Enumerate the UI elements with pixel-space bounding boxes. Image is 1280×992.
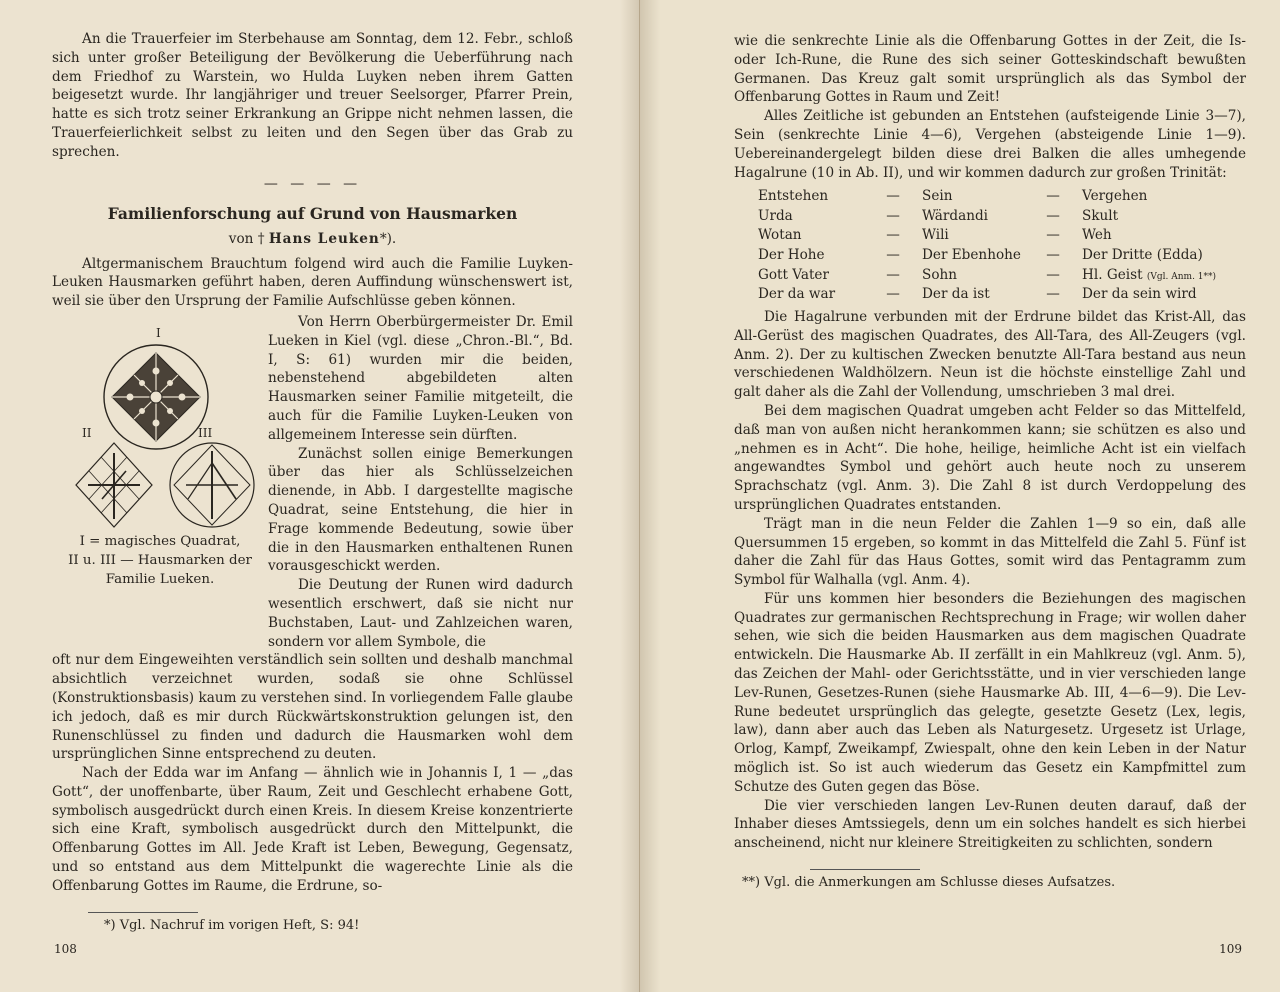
trinity-dash <box>864 186 922 206</box>
trinity-cell-entstehen-text: Entstehen <box>758 188 829 205</box>
section-separator: — — — — <box>263 175 362 192</box>
right-paragraph-1: wie die senkrechte Linie als die Offenbarung Gottes in der Zeit, die Is- oder Ich-Rune, die Rune des sich seiner Gotteskindschaft bewußten Germanen. Das Kreuz galt somit ursprünglich als das Symbol der Offenbarung Gottes in Raum und Zeit! <box>734 33 1246 106</box>
trinity-dash-text: — <box>886 207 900 224</box>
trinity-dash <box>1024 206 1082 226</box>
trinity-table <box>758 186 1242 304</box>
trinity-row <box>758 186 1242 206</box>
trinity-cell-vergehen <box>1082 186 1242 206</box>
trinity-cell-sein <box>922 206 1024 226</box>
right-page <box>640 0 1280 992</box>
trinity-cell-sein <box>922 245 1024 265</box>
trinity-dash-text: — <box>886 188 900 205</box>
trinity-row <box>758 206 1242 226</box>
trinity-cell-entstehen <box>758 206 864 226</box>
trinity-cell-vergehen-text: Weh <box>1082 227 1112 244</box>
figure-side-text <box>268 313 573 651</box>
trinity-cell-entstehen-text: Wotan <box>758 227 802 244</box>
trinity-cell-vergehen <box>1082 226 1242 246</box>
left-paragraph-1: An die Trauerfeier im Sterbehause am Sonntag, dem 12. Febr., schloß sich unter großer Beteiligung der Bevölkerung die Ueberführung nach dem Friedhof zu Warstein, wo Hulda Luyken neben ihrem Gatten beigesetzt wurde. Ihr langjähriger und treuer Seelsorger, Pfarrer Prein, hatte es sich trotz seiner Erkrankung an Grippe nicht nehmen lassen, die Trauerfeierlichkeit selbst zu leiten und den Segen über das Grab zu sprechen. <box>52 31 573 160</box>
left-paragraph-3a: Von Herrn Oberbürgermeister Dr. Emil Lueken in Kiel (vgl. diese „Chron.-Bl.“, Bd. I, S: 61) wurden mir die beiden, nebenstehend abgebildeten alten Hausmarken seiner Familie mitgeteilt, die auch für die Familie Luyken-Leuken von allgemeinem Interesse sein dürften. <box>268 313 573 443</box>
page-number-left: 108 <box>54 942 77 956</box>
caption-line-3: Familie Lueken. <box>105 571 215 587</box>
trinity-cell-entstehen-text: Gott Vater <box>758 266 829 283</box>
figure-3-label: III <box>198 425 213 440</box>
trinity-cell-sein-text: Der Ebenhohe <box>922 246 1021 263</box>
trinity-cell-sein-text: Wärdandi <box>922 207 989 224</box>
trinity-dash-text: — <box>1046 286 1060 303</box>
figure-block <box>52 313 573 651</box>
trinity-cell-entstehen-text: Der da war <box>758 286 836 303</box>
trinity-row <box>758 226 1242 246</box>
trinity-note: (Vgl. Anm. 1**) <box>1146 271 1217 282</box>
trinity-dash-text: — <box>1046 188 1060 205</box>
trinity-cell-vergehen <box>1082 206 1242 226</box>
trinity-row <box>758 284 1242 304</box>
trinity-dash <box>864 245 922 265</box>
byline-suffix: *). <box>379 230 397 247</box>
trinity-cell-entstehen <box>758 265 864 285</box>
trinity-dash-text: — <box>1046 246 1060 263</box>
trinity-dash <box>864 284 922 304</box>
right-paragraph-3: Die Hagalrune verbunden mit der Erdrune bildet das Krist-All, das All-Gerüst des magischen Quadrates, des All-Tara, des All-Zeugers (vgl. Anm. 2). Der zu kultischen Zwecken benutzte All-Tara bestand aus neun verschiedenen Waldhölzern. Neun ist die höchste einstellige Zahl und galt daher als die Zahl der Vollendung, umschrieben 3 mal drei. <box>734 308 1246 401</box>
right-footnote: **) Vgl. die Anmerkungen am Schlusse dieses Aufsatzes. <box>742 875 1116 891</box>
trinity-dash <box>1024 265 1082 285</box>
page-number-right: 109 <box>1219 942 1242 956</box>
trinity-cell-vergehen-text: Der Dritte (Edda) <box>1082 246 1203 263</box>
figure-2-label: II <box>82 425 92 440</box>
trinity-dash <box>1024 284 1082 304</box>
trinity-cell-entstehen <box>758 284 864 304</box>
trinity-row <box>758 265 1242 285</box>
footnote-rule-right <box>810 869 920 870</box>
trinity-cell-vergehen <box>1082 265 1242 285</box>
right-paragraph-2: Alles Zeitliche ist gebunden an Entstehen (aufsteigende Linie 3—7), Sein (senkrechte Linie 4—6), Vergehen (absteigende Linie 1—9). Uebereinandergelegt bilden diese drei Balken die alles umhegende Hagalrune (10 in Ab. II), und wir kommen dadurch zur großen Trinität: <box>734 108 1246 181</box>
byline-prefix: von † <box>228 230 265 247</box>
right-paragraph-5: Trägt man in die neun Felder die Zahlen 1—9 so ein, daß alle Quersummen 15 ergeben, so kommt in das Mittelfeld die Zahl 5. Fünf ist daher die Zahl für das Haus Gottes, somit wird das Pentagramm zum Symbol für Walhalla (vgl. Anm. 4). <box>734 515 1246 589</box>
trinity-cell-sein-text: Wili <box>922 227 949 244</box>
trinity-cell-sein-text: Sohn <box>922 266 958 283</box>
trinity-cell-entstehen <box>758 226 864 246</box>
figure-caption <box>52 533 268 589</box>
trinity-cell-sein <box>922 226 1024 246</box>
left-paragraph-3b: Zunächst sollen einige Bemerkungen über das hier als Schlüsselzeichen dienende, in Abb. I dargestellte magische Quadrat, seine Entstehung, die hier in Frage kommende Bedeutung, sowie über die in den Hausmarken enthaltenen Runen vorausgeschickt werden. <box>268 445 573 575</box>
trinity-row <box>758 245 1242 265</box>
trinity-dash <box>1024 245 1082 265</box>
trinity-dash-text: — <box>886 286 900 303</box>
trinity-dash-text: — <box>1046 227 1060 244</box>
right-paragraph-4: Bei dem magischen Quadrat umgeben acht Felder so das Mittelfeld, daß man von außen nicht herankommen kann; sie schützen es also und „nehmen es in Acht“. Die hohe, heilige, heimliche Acht ist ein vielfach angewandtes Symbol und gehört auch heute noch zu unserem Sprachschatz (vgl. Anm. 3). Die Zahl 8 ist durch Verdoppelung des ursprünglichen Quadrates entstanden. <box>734 402 1246 513</box>
left-paragraph-5: Nach der Edda war im Anfang — ähnlich wie in Johannis I, 1 — „das Gott“, der unoffenbarte, über Raum, Zeit und Geschlecht erhabene Gott, symbolisch ausgedrückt durch einen Kreis. In diesem Kreise konzentrierte sich eine Kraft, symbolisch ausgedrückt durch den Mittelpunkt, die Offenbarung Gottes im All. Jede Kraft ist Leben, Bewegung, Gegensatz, und so entstand aus dem Mittelpunkt die wagerechte Linie als die Offenbarung Gottes im Raume, die Erdrune, so- <box>52 765 573 894</box>
trinity-cell-vergehen <box>1082 284 1242 304</box>
trinity-dash <box>864 265 922 285</box>
figure-1-label: I <box>156 325 161 340</box>
trinity-cell-entstehen <box>758 186 864 206</box>
left-footnote: *) Vgl. Nachruf im vorigen Heft, S: 94! <box>104 917 360 933</box>
trinity-cell-sein-text: Der da ist <box>922 286 990 303</box>
trinity-cell-vergehen-text: Vergehen <box>1082 188 1148 205</box>
footnote-rule-left <box>88 912 198 913</box>
trinity-cell-sein <box>922 186 1024 206</box>
byline-author: Hans Leuken <box>268 230 380 247</box>
hausmarken-figure <box>52 313 268 651</box>
trinity-cell-vergehen <box>1082 245 1242 265</box>
article-title: Familienforschung auf Grund von Hausmarken <box>107 203 518 223</box>
trinity-cell-sein <box>922 284 1024 304</box>
trinity-dash <box>864 206 922 226</box>
trinity-cell-entstehen-text: Urda <box>758 207 793 224</box>
right-paragraph-6: Für uns kommen hier besonders die Beziehungen des magischen Quadrates zur germanischen Rechtsprechung in Frage; wir wollen daher sehen, wie sich die beiden Hausmarken aus dem magischen Quadrate entwickeln. Die Hausmarke Ab. II zerfällt in ein Mahlkreuz (vgl. Anm. 5), das Zeichen der Mahl- oder Gerichtsstätte, und in vier verschieden lange Lev-Runen, Gesetzes-Runen (siehe Hausmarke Ab. III, 4—6—9). Die Lev-Rune bedeutet ursprünglich das gelegte, gesetzte Gesetz (Lex, legis, law), dann aber auch das Leben als Naturgesetz. Urgesetz ist Urlage, Orlog, Kampf, Zweikampf, Zwiespalt, ohne den kein Leben in der Natur möglich ist. So ist auch wiederum das Gesetz ein Kampfmittel zum Schutze des Guten gegen das Böse. <box>734 590 1246 795</box>
left-paragraph-3c: Die Deutung der Runen wird dadurch wesentlich erschwert, daß sie nicht nur Buchstaben, Laut- und Zahlzeichen waren, sondern vor allem Symbole, die <box>268 577 573 650</box>
trinity-dash-text: — <box>886 227 900 244</box>
trinity-cell-vergehen-text: Der da sein wird <box>1082 286 1197 303</box>
trinity-cell-sein <box>922 265 1024 285</box>
left-paragraph-2: Altgermanischem Brauchtum folgend wird auch die Familie Luyken-Leuken Hausmarken geführt haben, deren Auffindung wünschenswert ist, weil sie über den Ursprung der Familie Aufschlüsse geben können. <box>52 255 573 310</box>
trinity-cell-entstehen-text: Der Hohe <box>758 246 825 263</box>
left-paragraph-4: oft nur dem Eingeweihten verständlich sein sollten und deshalb manchmal absichtlich verzeichnet wurden, sodaß sie ohne Schlüssel (Konstruktionsbasis) kaum zu verstehen sind. In vorliegendem Falle glaube ich jedoch, daß es mir durch Rückwärtskonstruktion gelungen ist, den Runenschlüssel zu finden und dadurch die Hausmarken wohl dem ursprünglichen Sinne entsprechend zu deuten. <box>52 652 573 763</box>
caption-line-2: II u. III — Hausmarken der <box>68 552 252 568</box>
trinity-dash <box>864 226 922 246</box>
trinity-cell-vergehen-text: Skult <box>1082 207 1119 224</box>
article-byline <box>52 231 573 247</box>
trinity-cell-sein-text: Sein <box>922 188 953 205</box>
trinity-dash-text: — <box>1046 207 1060 224</box>
trinity-cell-vergehen-text: Hl. Geist <box>1082 266 1143 283</box>
trinity-dash-text: — <box>886 266 900 283</box>
trinity-dash-text: — <box>1046 266 1060 283</box>
hausmarken-illustration <box>52 313 268 533</box>
right-paragraph-7: Die vier verschieden langen Lev-Runen deuten darauf, daß der Inhaber dieses Amtssiegels, denn um ein solches handelt es sich hierbei anscheinend, nicht nur kleinere Streitigkeiten zu schlichten, sondern <box>734 797 1246 852</box>
trinity-dash <box>1024 226 1082 246</box>
trinity-cell-entstehen <box>758 245 864 265</box>
trinity-dash-text: — <box>886 246 900 263</box>
caption-line-1: I = magisches Quadrat, <box>79 533 241 549</box>
trinity-dash <box>1024 186 1082 206</box>
